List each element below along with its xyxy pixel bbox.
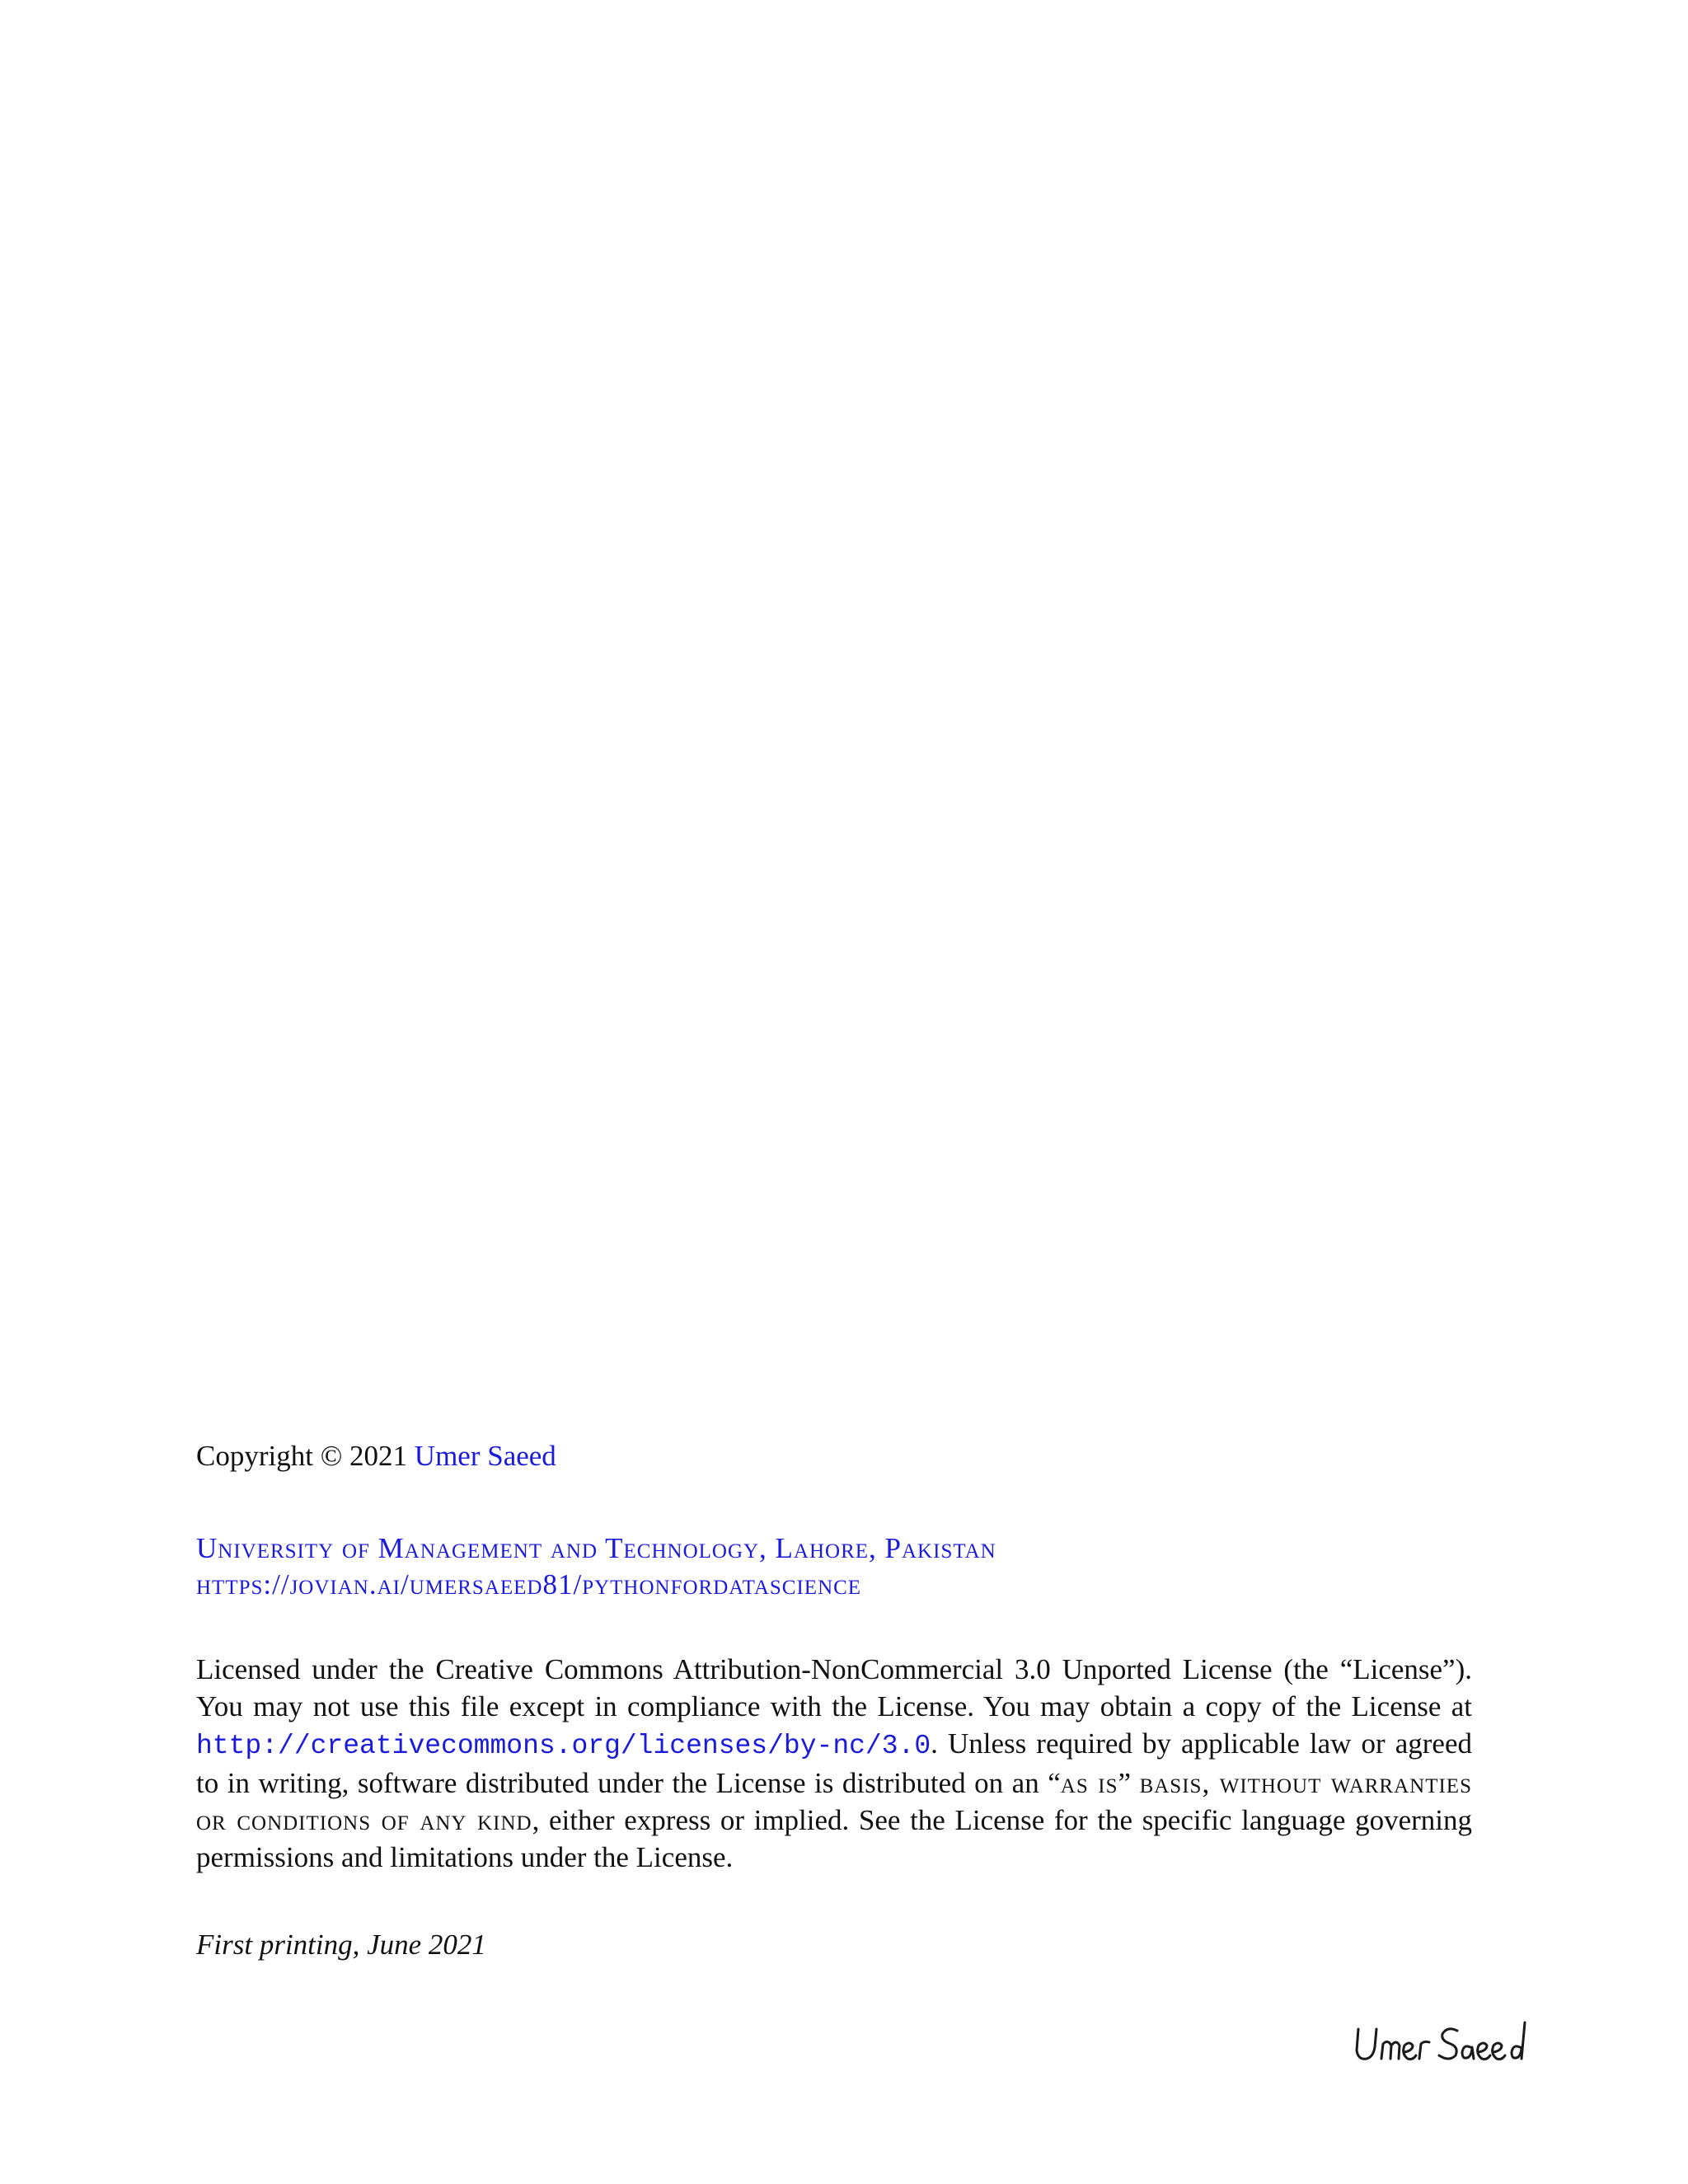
license-text-4: , either express or implied. See the License for the specific language governing permissions and limitations under the License. [196,1804,1472,1873]
author-link[interactable]: Umer Saeed [414,1440,556,1472]
license-text-3: ” [1118,1767,1140,1799]
copyright-prefix: Copyright © 2021 [196,1440,415,1472]
license-warranty-clause: basis, without warranties or conditions of any kind [196,1767,1472,1836]
signature-image [1352,2011,1550,2077]
license-as-is: as is [1060,1767,1118,1799]
copyright-page-content [196,1438,1472,1963]
license-text-2: . Unless required by applicable law or agreed to in writing, software distributed under the License is distributed on an “ [196,1727,1472,1799]
printing-line: First printing, June 2021 [196,1929,486,1961]
license-text-1: Licensed under the Creative Commons Attribution-NonCommercial 3.0 Unported License (the “License”). You may not use this file except in compliance with the License. You may obtain a copy of the License at [196,1653,1472,1722]
affiliation-block [196,1530,1472,1603]
copyright-line [196,1438,1472,1474]
institution-link[interactable]: University of Management and Technology, Lahore, Pakistan [196,1532,996,1564]
license-paragraph [196,1651,1472,1876]
website-link[interactable]: https://jovian.ai/umersaeed81/pythonfordatascience [196,1568,862,1601]
license-url-link[interactable]: http://creativecommons.org/licenses/by-nc/3.0 [196,1731,931,1761]
